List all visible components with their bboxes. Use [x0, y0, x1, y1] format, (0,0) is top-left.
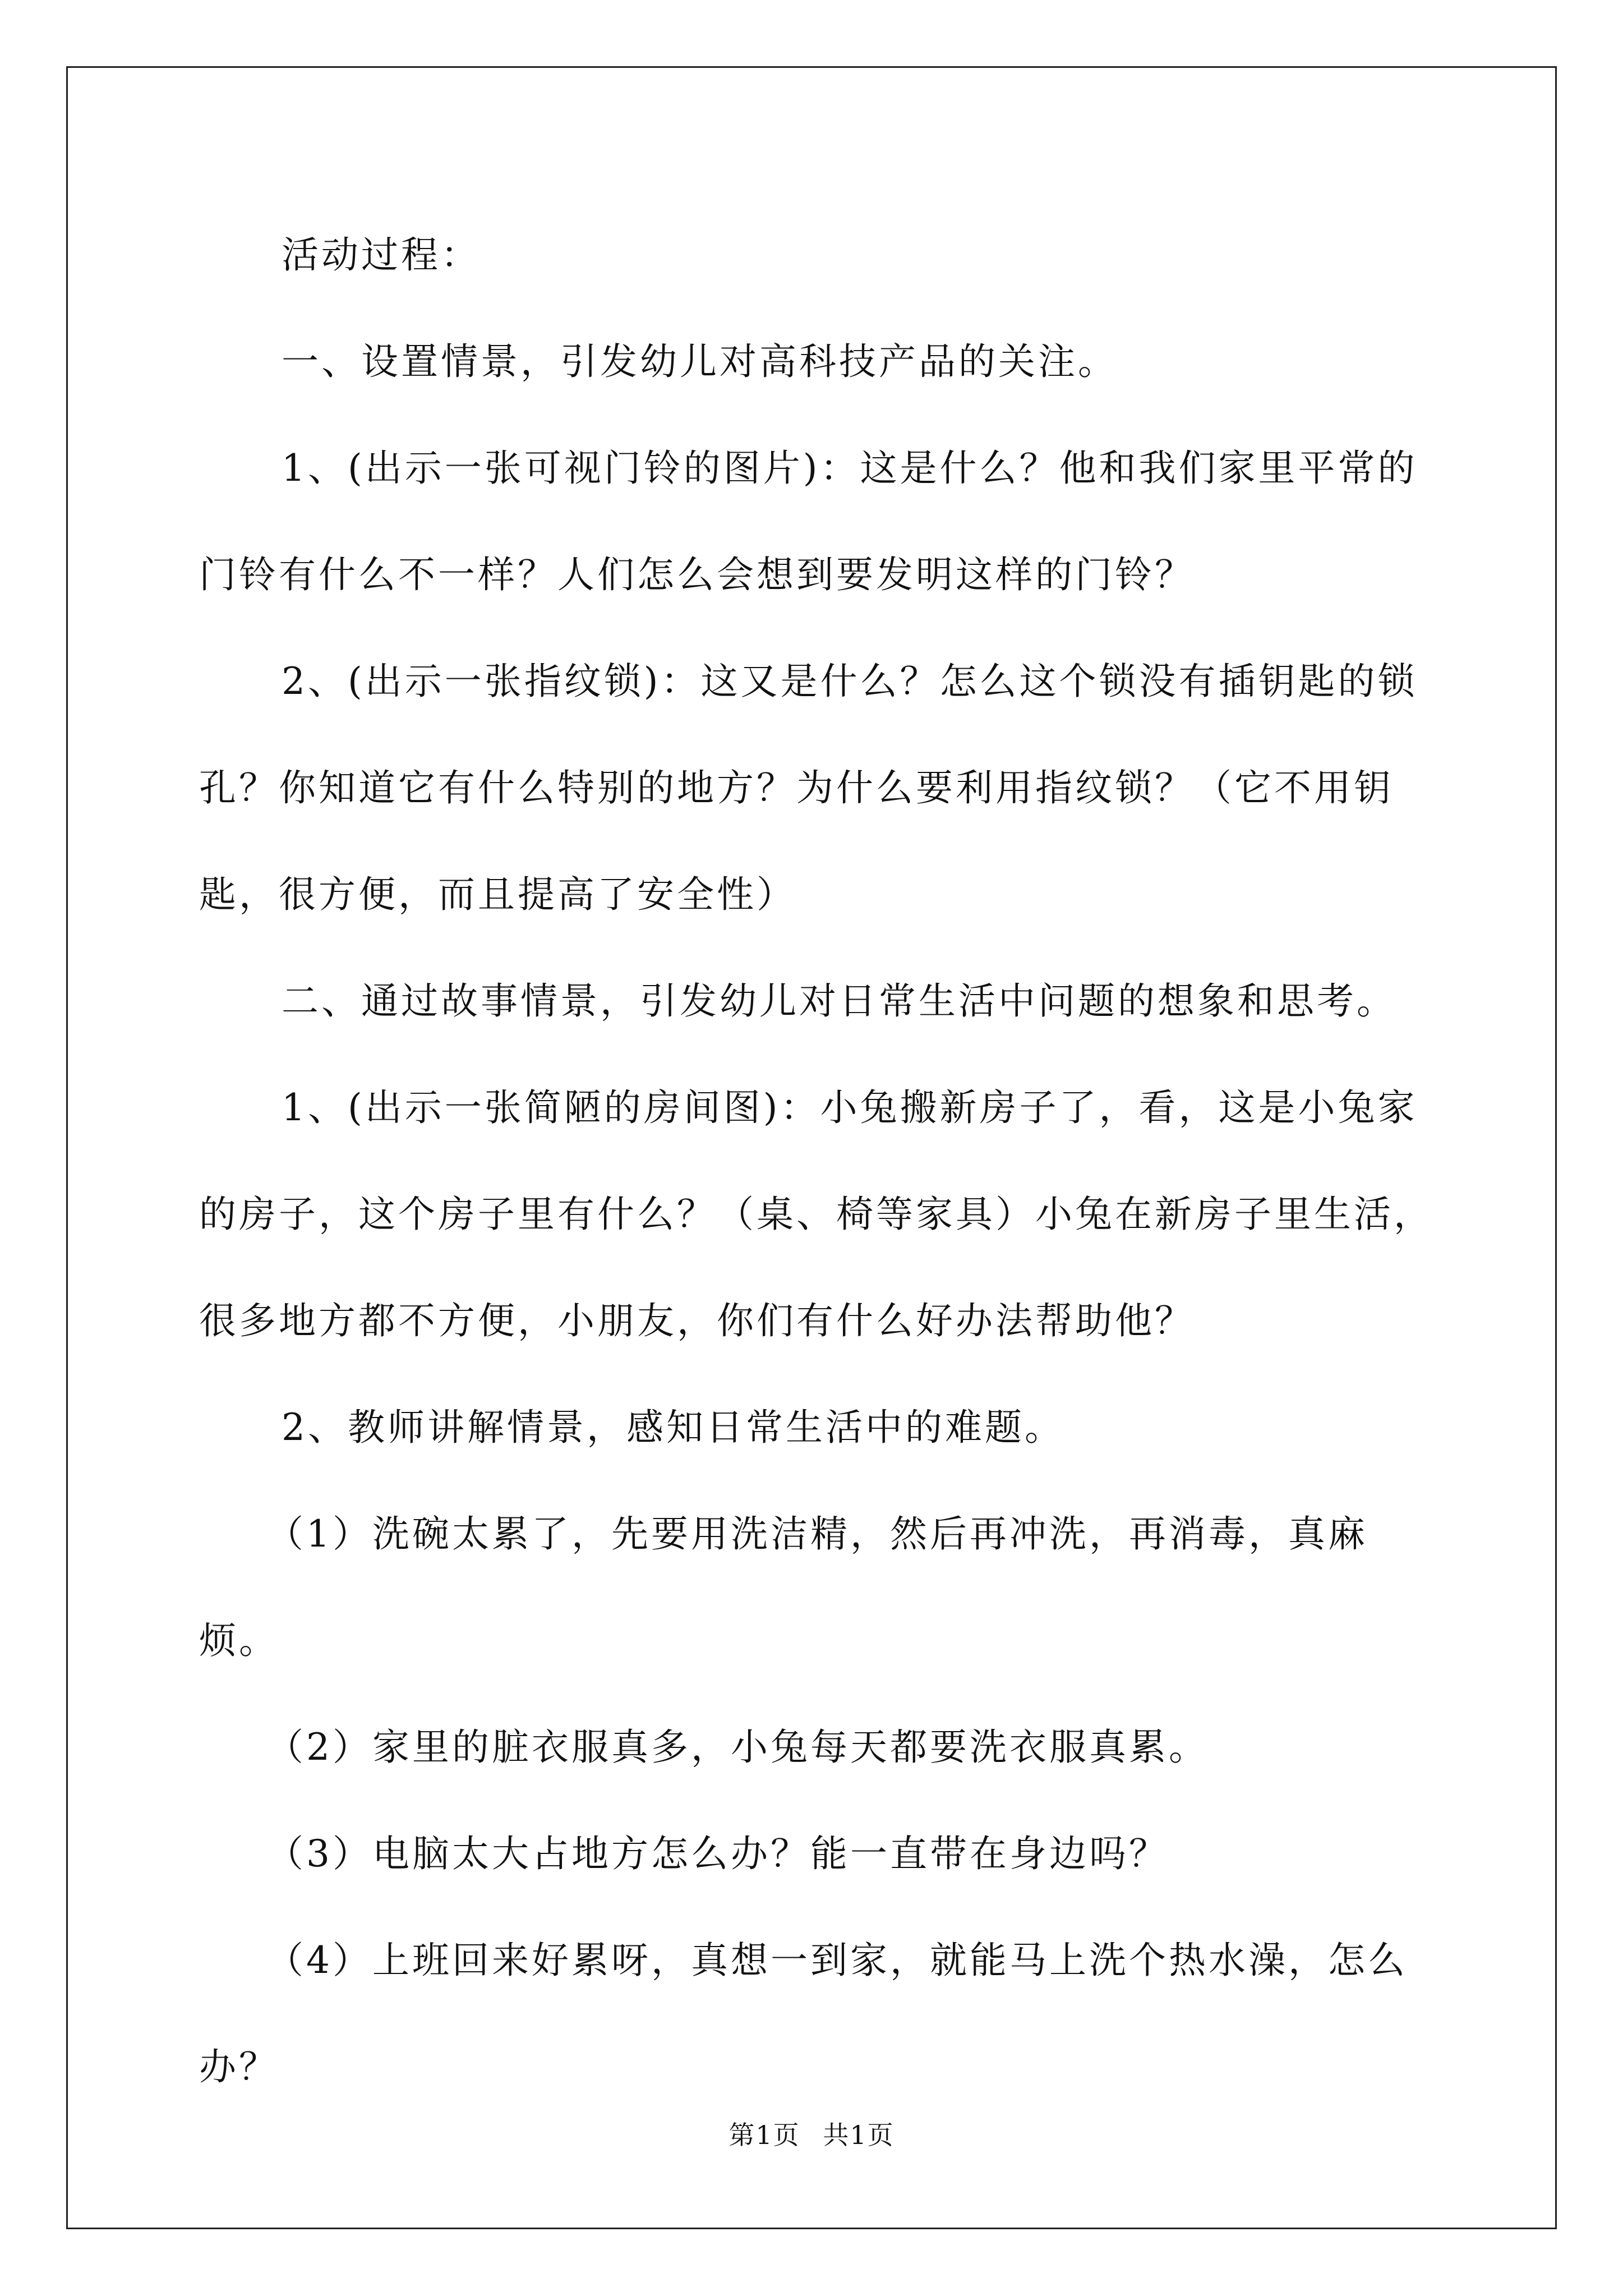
paragraph-item: 1、(出示一张简陋的房间图)：小兔搬新房子了，看，这是小兔家的房子，这个房子里有什么？（桌、椅等家具）小兔在新房子里生活，很多地方都不方便，小朋友，你们有什么好办法帮助他？	[199, 1086, 1433, 1342]
page-number: 第1页	[728, 2120, 800, 2150]
paragraph-section-1: 一、设置情景，引发幼儿对高科技产品的关注。	[282, 340, 1118, 383]
paragraph-section-2: 二、通过故事情景，引发幼儿对日常生活中问题的想象和思考。	[282, 979, 1396, 1023]
document-body	[199, 202, 1444, 2120]
page-total: 共1页	[823, 2120, 895, 2150]
paragraph-subitem: （3）电脑太大占地方怎么办？能一直带在身边吗？	[266, 1832, 1169, 1875]
paragraph-subitem: （1）洗碗太累了，先要用洗洁精，然后再冲洗，再消毒，真麻烦。	[199, 1512, 1368, 1662]
page-footer	[0, 2115, 1623, 2152]
paragraph-item: 2、教师讲解情景，感知日常生活中的难题。	[282, 1406, 1064, 1449]
paragraph-item: 2、(出示一张指纹锁)：这又是什么？怎么这个锁没有插钥匙的锁孔？你知道它有什么特别的地方？为什么要利用指纹锁？（它不用钥匙，很方便，而且提高了安全性）	[199, 660, 1418, 916]
paragraph-item: 1、(出示一张可视门铃的图片)：这是什么？他和我们家里平常的门铃有什么不一样？人们怎么会想到要发明这样的门铃？	[199, 447, 1418, 596]
paragraph-heading: 活动过程：	[282, 233, 481, 277]
paragraph-subitem: （4）上班回来好累呀，真想一到家，就能马上洗个热水澡，怎么办？	[199, 1939, 1408, 2088]
paragraph-subitem: （2）家里的脏衣服真多，小兔每天都要洗衣服真累。	[266, 1726, 1209, 1769]
